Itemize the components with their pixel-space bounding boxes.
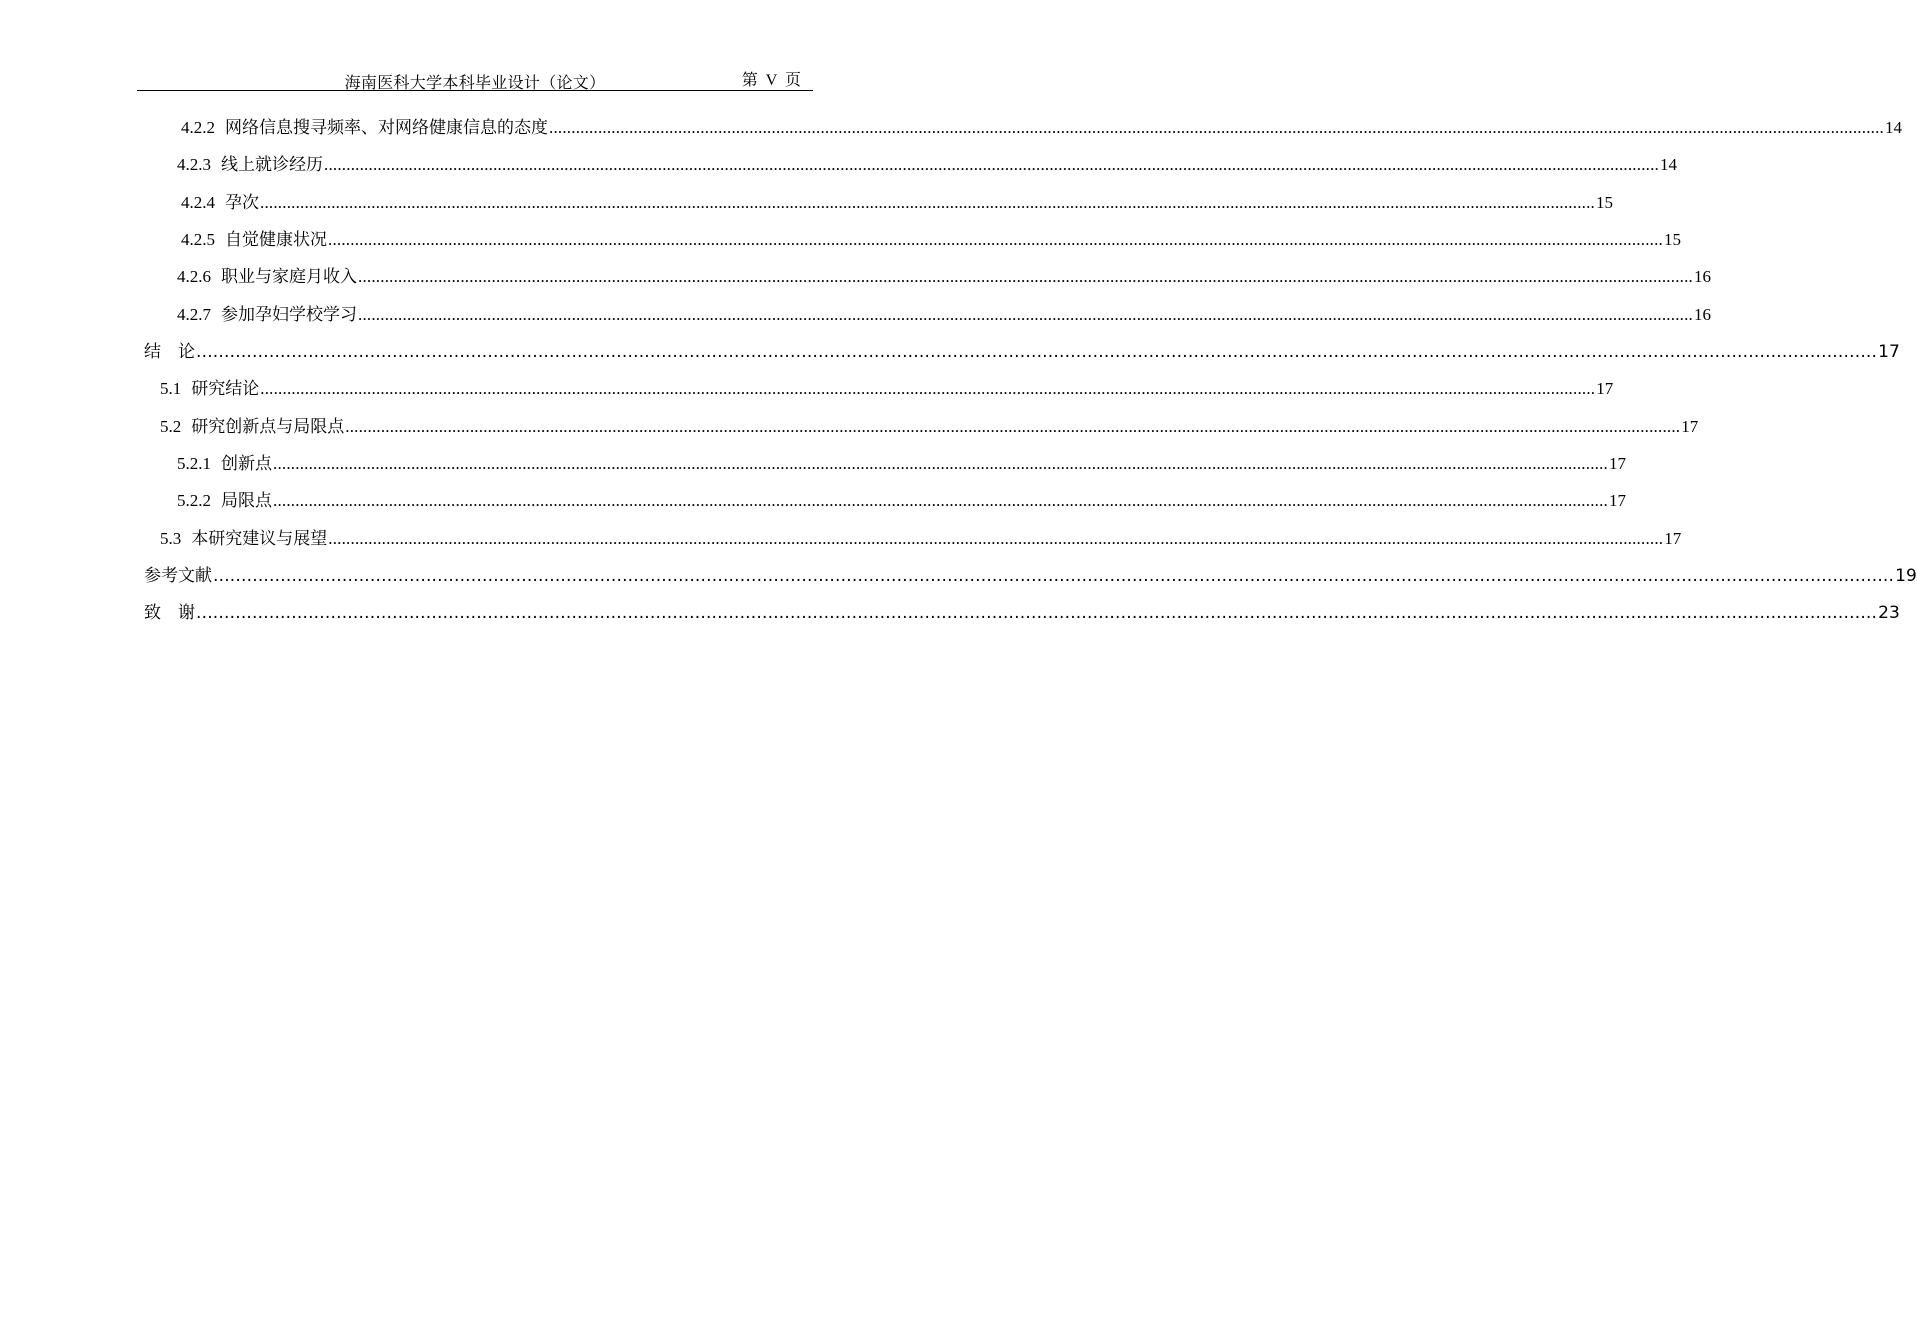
toc-entry-title: 研究结论: [191, 379, 260, 398]
toc-entry-page: 14: [1660, 155, 1677, 174]
toc-entry-title: 参加孕妇学校学习: [221, 305, 357, 324]
toc-entry-4-2-4[interactable]: [181, 191, 1613, 215]
toc-entry-number: 4.2.4: [181, 193, 215, 212]
toc-entry-page: 16: [1694, 267, 1711, 286]
toc-entry-page: 17: [1609, 454, 1626, 473]
toc-entry-number: 4.2.6: [177, 267, 211, 286]
toc-entry-title: 创新点: [221, 454, 272, 473]
toc-entry-number: 5.2: [160, 417, 182, 436]
toc-leader-dots: ............................................................................................................................................................................................................................................................................................................: [273, 491, 1608, 510]
toc-entry-number: 5.1: [160, 379, 182, 398]
toc-entry-page: 17: [1664, 529, 1682, 548]
toc-entry-4-2-6[interactable]: [177, 265, 1711, 289]
toc-entry-title: 孕次: [225, 193, 259, 212]
toc-leader-dots: ............................................................................................................................................................................................................................................................................................................: [260, 379, 1596, 398]
toc-entry-title: 参考文献: [144, 566, 212, 586]
toc-entry-title: 致 谢: [144, 603, 195, 623]
toc-entry-4-2-7[interactable]: [177, 303, 1711, 327]
header-page-number: 第 V 页: [741, 72, 801, 89]
toc-entry-number: 4.2.3: [177, 155, 211, 174]
toc-entry-page: 17: [1596, 379, 1614, 398]
toc-entry-page: 15: [1596, 193, 1613, 212]
toc-entry-page: 15: [1664, 230, 1681, 249]
toc-leader-dots: ............................................................................................................................................................................................................................................................................................................: [328, 230, 1663, 249]
toc-leader-dots: ............................................................................................................................................................................................................................................................................................................: [324, 155, 1659, 174]
toc-leader-dots: ............................................................................................................................................................................................................................................................................................................: [549, 118, 1884, 137]
toc-leader-dots: ............................................................................................................................................................................................................................................................................................................: [213, 566, 1895, 586]
toc-entry-5-1[interactable]: [160, 377, 1614, 401]
toc-entry-5-2-1[interactable]: [177, 452, 1626, 476]
page-header: [137, 66, 813, 91]
toc-entry-page: 17: [1681, 417, 1699, 436]
toc-entry-title: 职业与家庭月收入: [221, 267, 357, 286]
toc-entry-number: 5.3: [160, 529, 182, 548]
toc-entry-4-2-2[interactable]: [181, 116, 1902, 140]
toc-leader-dots: ............................................................................................................................................................................................................................................................................................................: [358, 305, 1693, 324]
toc-entry-title: 本研究建议与展望: [191, 529, 328, 548]
header-title: 海南医科大学本科毕业设计（论文）: [344, 75, 606, 92]
toc-entry-title: 结 论: [144, 342, 195, 362]
toc-entry-title: 自觉健康状况: [225, 230, 327, 249]
toc-entry-number: 4.2.2: [181, 118, 215, 137]
toc-entry-number: 4.2.7: [177, 305, 211, 324]
toc-entry-page: 16: [1694, 305, 1711, 324]
toc-leader-dots: ............................................................................................................................................................................................................................................................................................................: [273, 454, 1608, 473]
toc-leader-dots: ............................................................................................................................................................................................................................................................................................................: [358, 267, 1693, 286]
toc-entry-4-2-3[interactable]: [177, 153, 1677, 177]
toc-entry-page: 14: [1885, 118, 1902, 137]
toc-entry-page: 19: [1895, 566, 1917, 586]
toc-leader-dots: ............................................................................................................................................................................................................................................................................................................: [260, 193, 1595, 212]
toc-leader-dots: ............................................................................................................................................................................................................................................................................................................: [345, 417, 1681, 436]
toc-entry-5-2[interactable]: [160, 415, 1699, 439]
toc-entry-5-2-2[interactable]: [177, 489, 1626, 513]
toc-leader-dots: ............................................................................................................................................................................................................................................................................................................: [196, 342, 1878, 362]
toc-entry-number: 5.2.2: [177, 491, 211, 510]
toc-leader-dots: ............................................................................................................................................................................................................................................................................................................: [196, 603, 1878, 623]
toc-entry-page: 17: [1878, 342, 1900, 362]
toc-entry-title: 网络信息搜寻频率、对网络健康信息的态度: [225, 118, 548, 137]
toc-entry-title: 局限点: [221, 491, 272, 510]
toc-entry-page: 23: [1878, 603, 1900, 623]
toc-entry-references[interactable]: [144, 564, 1917, 588]
toc-entry-title: 研究创新点与局限点: [191, 417, 345, 436]
toc-entry-conclusion[interactable]: [144, 340, 1900, 364]
toc-entry-5-3[interactable]: [160, 527, 1682, 551]
toc-entry-page: 17: [1609, 491, 1626, 510]
toc-leader-dots: ............................................................................................................................................................................................................................................................................................................: [328, 529, 1664, 548]
toc-entry-title: 线上就诊经历: [221, 155, 323, 174]
toc-entry-number: 4.2.5: [181, 230, 215, 249]
toc-entry-number: 5.2.1: [177, 454, 211, 473]
toc-entry-acknowledgements[interactable]: [144, 601, 1900, 625]
toc-entry-4-2-5[interactable]: [181, 228, 1681, 252]
